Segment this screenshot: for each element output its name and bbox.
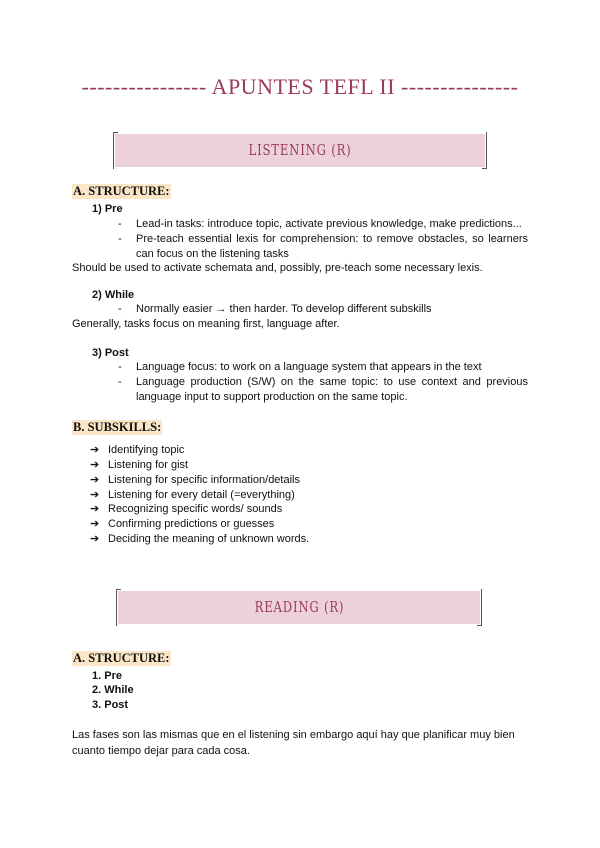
list-item	[90, 488, 295, 503]
arrow-bullet-icon: ➔	[90, 459, 100, 471]
list-item	[118, 360, 528, 375]
listening-subskills-heading: B. SUBSKILLS:	[73, 420, 162, 434]
dash-bullet: -	[118, 303, 122, 315]
dash-bullet: -	[118, 361, 122, 373]
list-item-text: Normally easier → then harder. To develop different subskills	[136, 303, 432, 315]
arrow-bullet-icon: ➔	[90, 518, 100, 530]
list-item-text: Pre-teach essential lexis for comprehension: to remove obstacles, so learners can focus on the listening tasks	[136, 233, 528, 260]
reading-banner	[118, 591, 480, 624]
reading-stage-post: 3. Post	[92, 699, 129, 711]
reading-note: Las fases son las mismas que en el listening sin embargo aquí hay que planificar muy bien cuanto tiempo dejar para cada cosa.	[72, 729, 515, 757]
listening-post-label: 3) Post	[92, 347, 129, 359]
list-item	[90, 502, 282, 517]
arrow-bullet-icon: ➔	[90, 503, 100, 515]
reading-stage-while: 2. While	[92, 684, 134, 696]
list-item-text: Identifying topic	[108, 444, 185, 456]
listening-structure-heading: A. STRUCTURE:	[73, 184, 170, 198]
list-item	[118, 217, 528, 232]
arrow-bullet-icon: ➔	[90, 489, 100, 501]
list-item-text: Deciding the meaning of unknown words.	[108, 533, 310, 545]
listening-pre-note: Should be used to activate schemata and, possibly, pre-teach some necessary lexis.	[72, 262, 483, 274]
list-item	[90, 517, 274, 532]
arrow-bullet-icon: ➔	[90, 474, 100, 486]
list-item-text: Language production (S/W) on the same topic: to use context and previous language input to support production on the same topic.	[136, 376, 528, 403]
arrow-bullet-icon: ➔	[90, 533, 100, 545]
listening-while-label: 2) While	[92, 289, 135, 301]
list-item	[90, 443, 184, 458]
list-item-text: Confirming predictions or guesses	[108, 518, 275, 530]
list-item-text: Listening for every detail (=everything)	[108, 489, 295, 501]
reading-structure-heading: A. STRUCTURE:	[73, 651, 170, 665]
list-item-text: Listening for gist	[108, 459, 189, 471]
page-title: ---------------- APUNTES TEFL II ---------------	[81, 74, 519, 99]
list-item-text: Language focus: to work on a language system that appears in the text	[136, 361, 482, 373]
dash-bullet: -	[118, 376, 122, 388]
listening-while-note: Generally, tasks focus on meaning first, language after.	[72, 318, 340, 330]
list-item	[118, 302, 528, 317]
dash-bullet: -	[118, 233, 122, 245]
dash-bullet: -	[118, 218, 122, 230]
arrow-bullet-icon: ➔	[90, 444, 100, 456]
list-item-text: Listening for specific information/details	[108, 474, 300, 486]
list-item-text: Recognizing specific words/ sounds	[108, 503, 283, 515]
list-item	[118, 375, 528, 404]
reading-banner-title: READING (R)	[254, 598, 344, 616]
listening-banner	[115, 134, 485, 167]
list-item	[90, 458, 188, 473]
reading-stage-pre: 1. Pre	[92, 670, 122, 682]
list-item	[118, 232, 528, 261]
list-item	[90, 532, 309, 547]
list-item-text: Lead-in tasks: introduce topic, activate previous knowledge, make predictions...	[136, 218, 522, 230]
list-item	[90, 473, 300, 488]
listening-pre-label: 1) Pre	[92, 203, 123, 215]
listening-banner-title: LISTENING (R)	[248, 141, 352, 159]
